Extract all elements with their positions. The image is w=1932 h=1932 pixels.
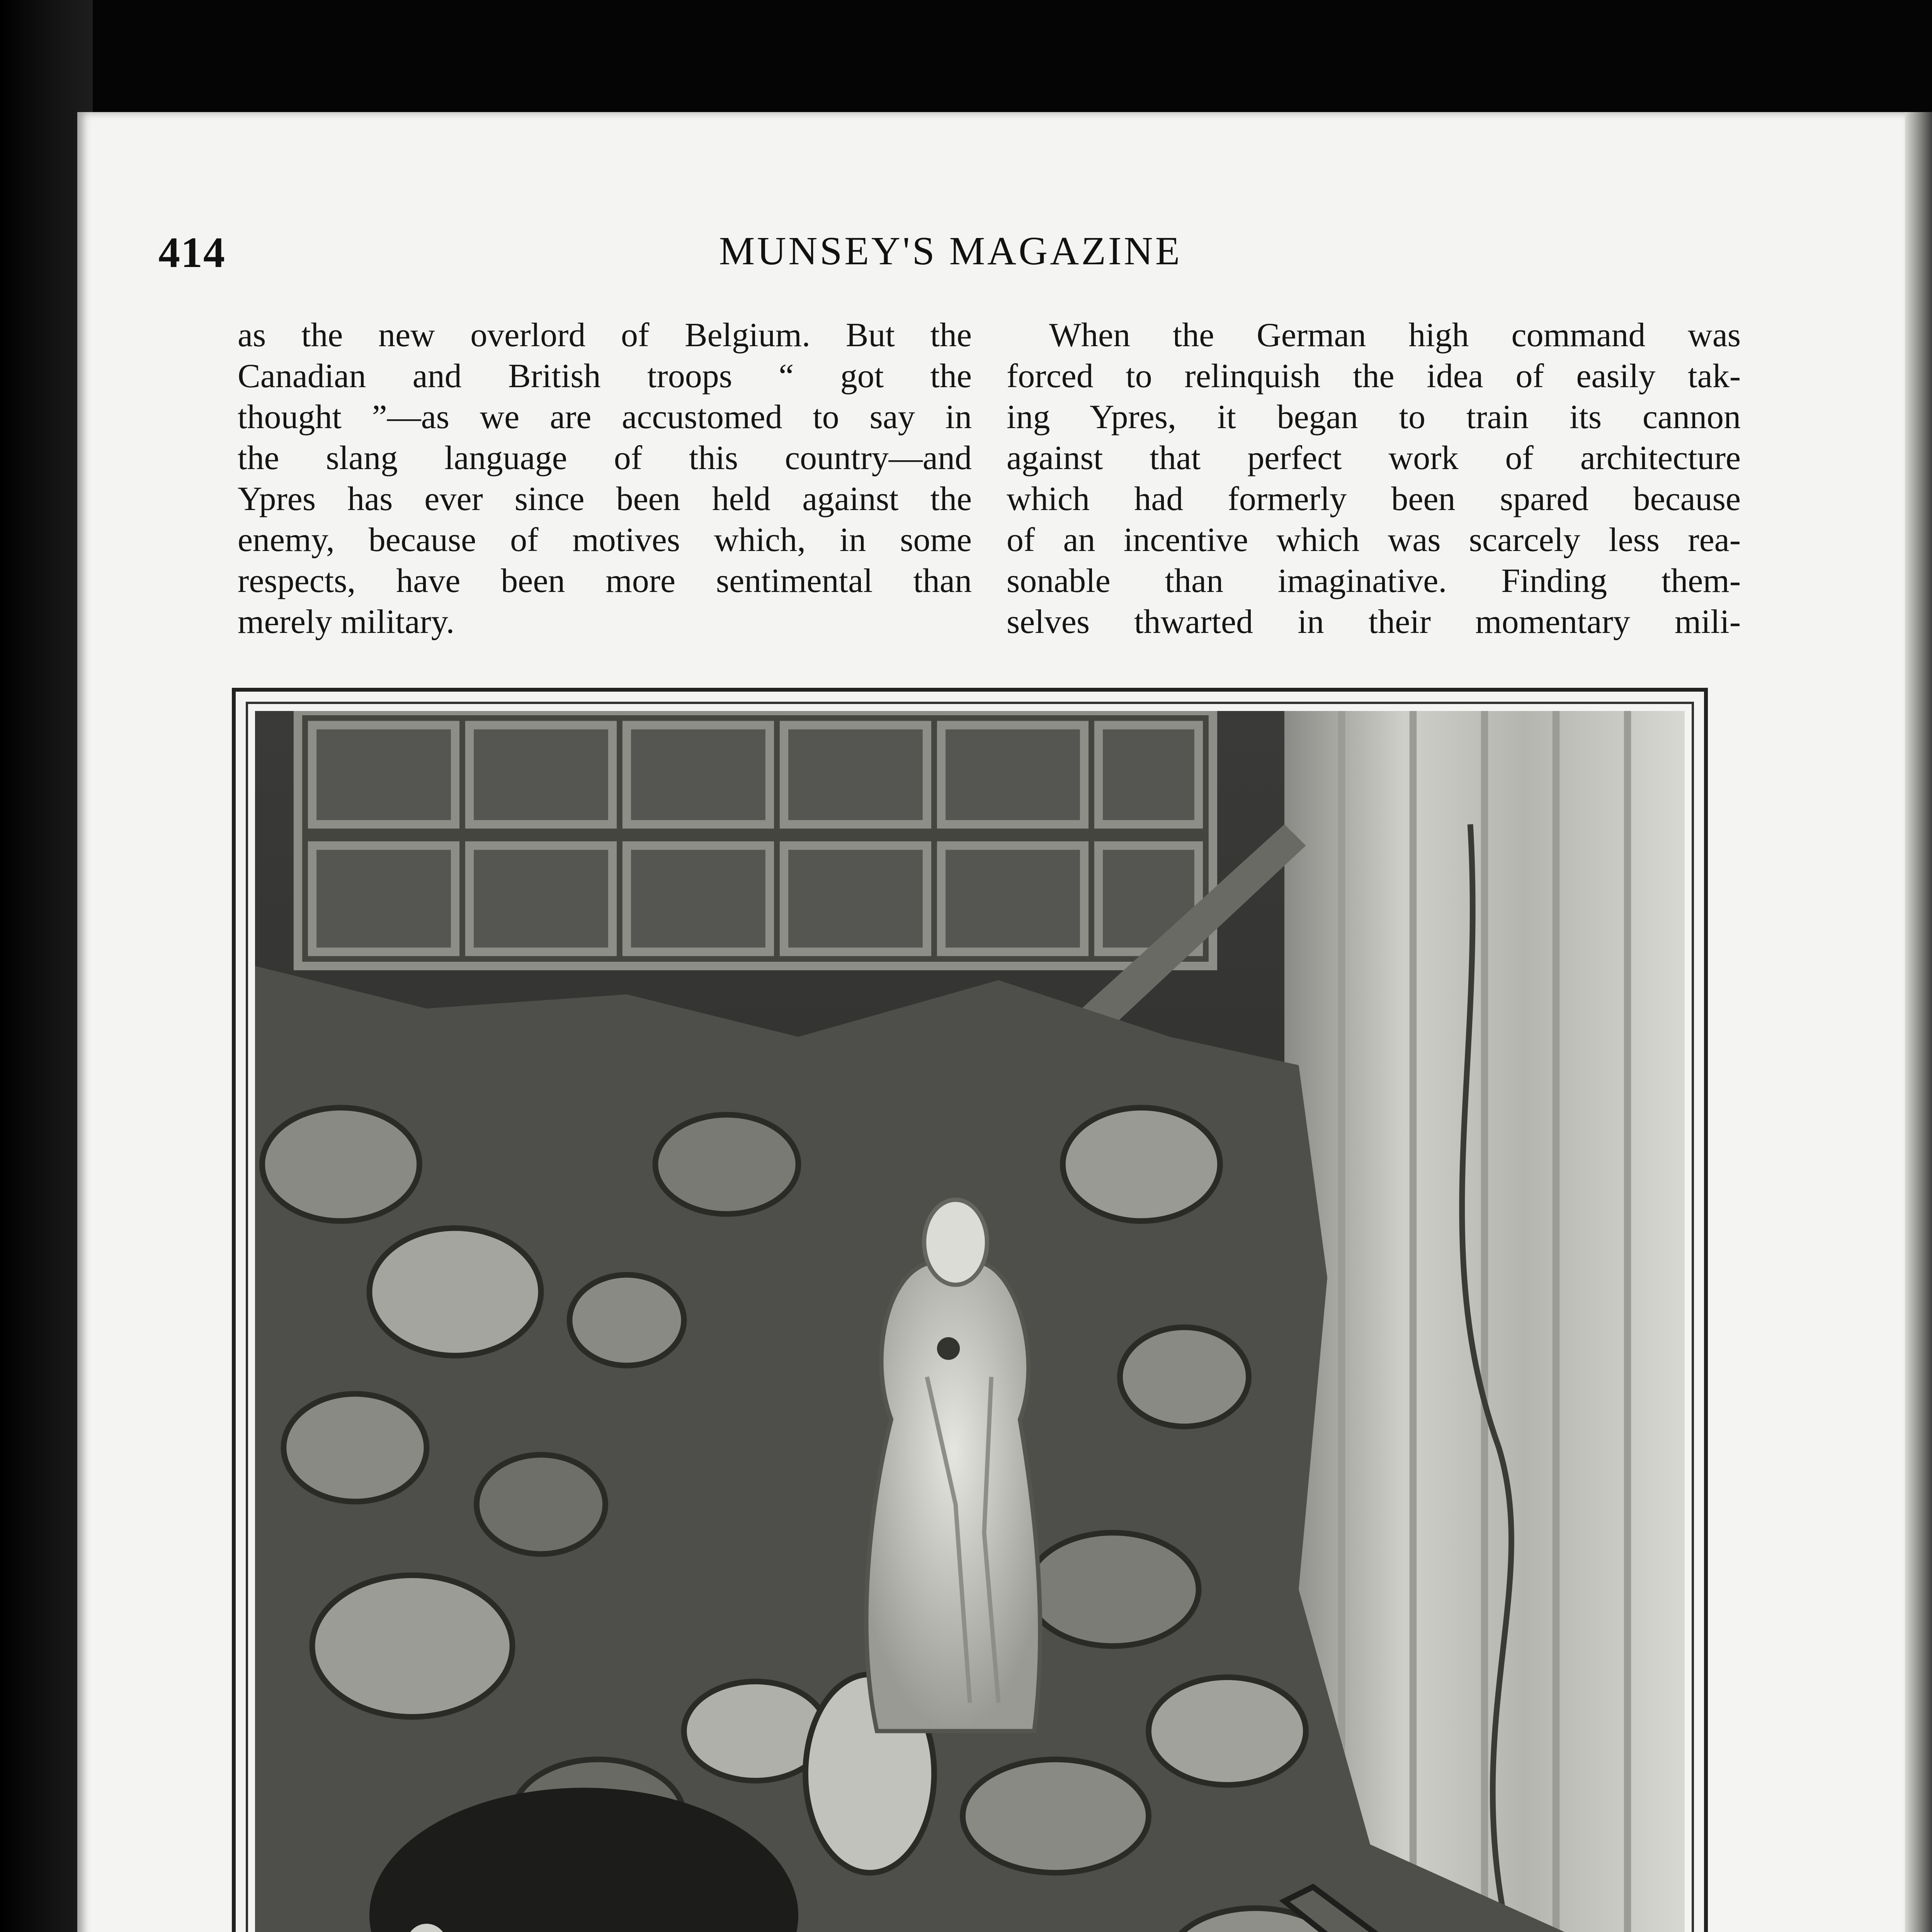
page-header — [158, 228, 1743, 290]
text-line: selves thwarted in their momentary mili- — [1007, 603, 1741, 641]
text-line: the slang language of this country—and — [238, 439, 972, 477]
text-line: of an incentive which was scarcely less rea- — [1007, 521, 1741, 559]
text-column-left — [238, 315, 972, 643]
text-line: forced to relinquish the idea of easily tak- — [1007, 357, 1741, 395]
page-number: 414 — [158, 229, 226, 277]
text-line: Ypres has ever since been held against the — [238, 480, 972, 518]
church-ruin-photo — [255, 711, 1685, 1932]
text-column-right — [1007, 315, 1741, 643]
text-line: enemy, because of motives which, in some — [238, 521, 972, 559]
text-line: ing Ypres, it began to train its cannon — [1007, 398, 1741, 436]
text-line: Canadian and British troops “ got the — [238, 357, 972, 395]
photo-frame-inner — [246, 702, 1694, 1932]
text-line: merely military. — [238, 603, 455, 641]
upper-wall-grid — [298, 711, 1213, 966]
page-gutter — [1905, 112, 1932, 1932]
text-line: as the new overlord of Belgium. But the — [238, 316, 972, 354]
photo-frame — [232, 688, 1708, 1932]
text-line: respects, have been more sentimental than — [238, 562, 972, 600]
text-line: sonable than imaginative. Finding them- — [1007, 562, 1741, 600]
text-line: against that perfect work of architecture — [1007, 439, 1741, 477]
running-title: MUNSEY'S MAGAZINE — [719, 229, 1182, 273]
text-line: thought ”—as we are accustomed to say in — [238, 398, 972, 436]
text-line: which had formerly been spared because — [1007, 480, 1741, 518]
text-line: When the German high command was — [1049, 316, 1741, 354]
